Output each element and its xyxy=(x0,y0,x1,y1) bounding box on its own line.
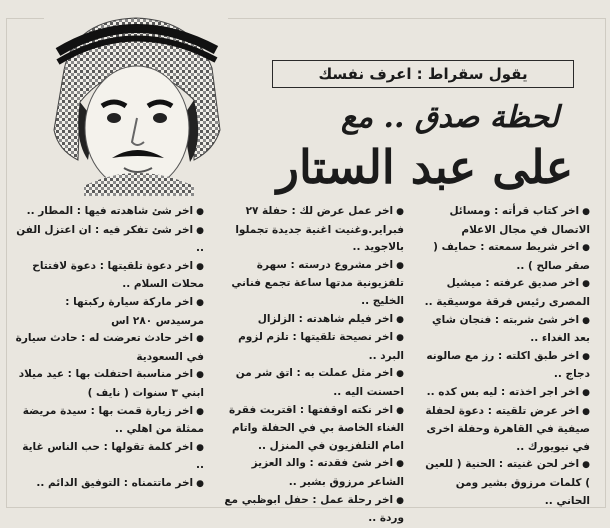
column-middle xyxy=(218,203,404,528)
bullet-icon: ● xyxy=(582,460,590,471)
bullet-icon: ● xyxy=(396,314,404,325)
list-item: ●اخر ماركة سيارة ركبتها : مرسيدس ٢٨٠ اس xyxy=(65,295,204,327)
list-item: ●اخر مثل عملت به : اتق شر من احسنت اليه .. xyxy=(235,367,404,398)
bullet-icon: ● xyxy=(196,207,204,217)
list-item: ●اخر صديق عرفته : ميشيل المصرى رئيس فرقة موسيقية .. xyxy=(424,277,590,308)
list-item: ●اخر كلمة تقولها : حب الناس غاية .. xyxy=(22,440,204,472)
list-item: ●اخر شريط سمعته : حمايف ( صقر صالح ) .. xyxy=(433,241,590,272)
bullet-icon: ● xyxy=(396,495,404,506)
title-line-1: لحظة صدق .. مع xyxy=(341,100,559,135)
bullet-icon: ● xyxy=(196,225,204,236)
portrait-photo xyxy=(44,10,228,196)
list-item: ●اخر عرض تلقيته : دعوة لحفلة صيفية في القاهرة وحفلة اخرى في نيويورك .. xyxy=(425,404,590,453)
list-item: ●اخر اجر اخذته : ليه بس كده .. xyxy=(426,385,590,398)
bullet-icon: ● xyxy=(196,406,204,417)
bullet-icon: ● xyxy=(196,334,204,345)
bullet-icon: ● xyxy=(396,260,404,271)
bullet-icon: ● xyxy=(582,279,590,290)
list-item: ●اخر طبق اكلته : رز مع صالونه دجاج .. xyxy=(426,349,590,381)
bullet-icon: ● xyxy=(582,243,590,254)
list-item: ●اخر مناسبة احتفلت بها : عيد ميلاد ابني ٣ سنوات ( نايف ) xyxy=(18,368,204,399)
list-item: ●اخر شئ تفكر فيه : ان اعتزل الفن .. xyxy=(16,223,204,255)
list-item: ●اخر ماتتمناه : التوفيق الدائم .. xyxy=(36,476,204,489)
bullet-icon: ● xyxy=(396,333,404,344)
list-item: ●اخر نصيحة تلقيتها : تلزم لزوم البرد .. xyxy=(238,331,404,362)
list-item: ●اخر فيلم شاهدته : الزلزال xyxy=(257,312,404,325)
quote-text: يقول سقراط : اعرف نفسك xyxy=(318,65,528,83)
bullet-icon: ● xyxy=(582,351,590,362)
bullet-icon: ● xyxy=(582,315,590,326)
list-item: ●اخر مشروع درسته : سهرة تلفزيونية مدتها ساعة تجمع فناني الخليج .. xyxy=(231,258,404,307)
list-item: ●اخر شئ شاهدته فيها : المطار .. xyxy=(26,205,204,217)
bullet-icon: ● xyxy=(582,207,590,217)
bullet-icon: ● xyxy=(582,406,590,417)
title-name: على عبد الستار xyxy=(276,140,574,194)
column-left xyxy=(14,203,204,494)
bullet-icon: ● xyxy=(196,442,204,453)
bullet-icon: ● xyxy=(582,387,590,398)
bullet-icon: ● xyxy=(196,261,204,272)
list-item: ●اخر حادث تعرضت له : حادث سيارة في السعودية xyxy=(15,332,204,363)
list-item: ●اخر شئ فقدته : والد العزيز الشاعر مرزوق بشير .. xyxy=(251,457,404,488)
bullet-icon: ● xyxy=(196,297,204,308)
list-item: ●اخر شئ شربته : فنجان شاي بعد الغداء .. xyxy=(432,313,590,345)
list-item: ●اخر لحن غنيته : الحنية ( للعين ) كلمات مرزوق بشير ومن الحاني .. xyxy=(425,458,590,507)
list-item: ●اخر رحلة عمل : حفل ابوظبي مع وردة .. xyxy=(224,493,404,525)
quote-box xyxy=(272,60,574,88)
list-item: ●اخر نكته اوقفتها : اقتربت فقرة الغناء الخاصة بي في الحفلة واتام امام التلفزيون في المنزل .. xyxy=(229,403,404,452)
bullet-icon: ● xyxy=(396,369,404,380)
bullet-icon: ● xyxy=(396,459,404,470)
bullet-icon: ● xyxy=(396,405,404,416)
bullet-icon: ● xyxy=(196,478,204,489)
list-item: ●اخر زيارة قمت بها : سيدة مريضة ممثلة من اهلي .. xyxy=(22,404,204,436)
bullet-icon: ● xyxy=(196,370,204,381)
column-right xyxy=(420,203,590,510)
bullet-icon: ● xyxy=(396,207,404,217)
list-item: ●اخر كتاب قرأته : ومسائل الاتصال في مجال الاعلام xyxy=(449,205,590,236)
list-item: ●اخر دعوة تلقيتها : دعوة لافتتاح محلات السلام .. xyxy=(32,259,204,291)
list-item: ●اخر عمل عرض لك : حفلة ٢٧ فبراير.وغنيت اغنية جديدة تجملوا بالاجويد .. xyxy=(235,205,404,254)
